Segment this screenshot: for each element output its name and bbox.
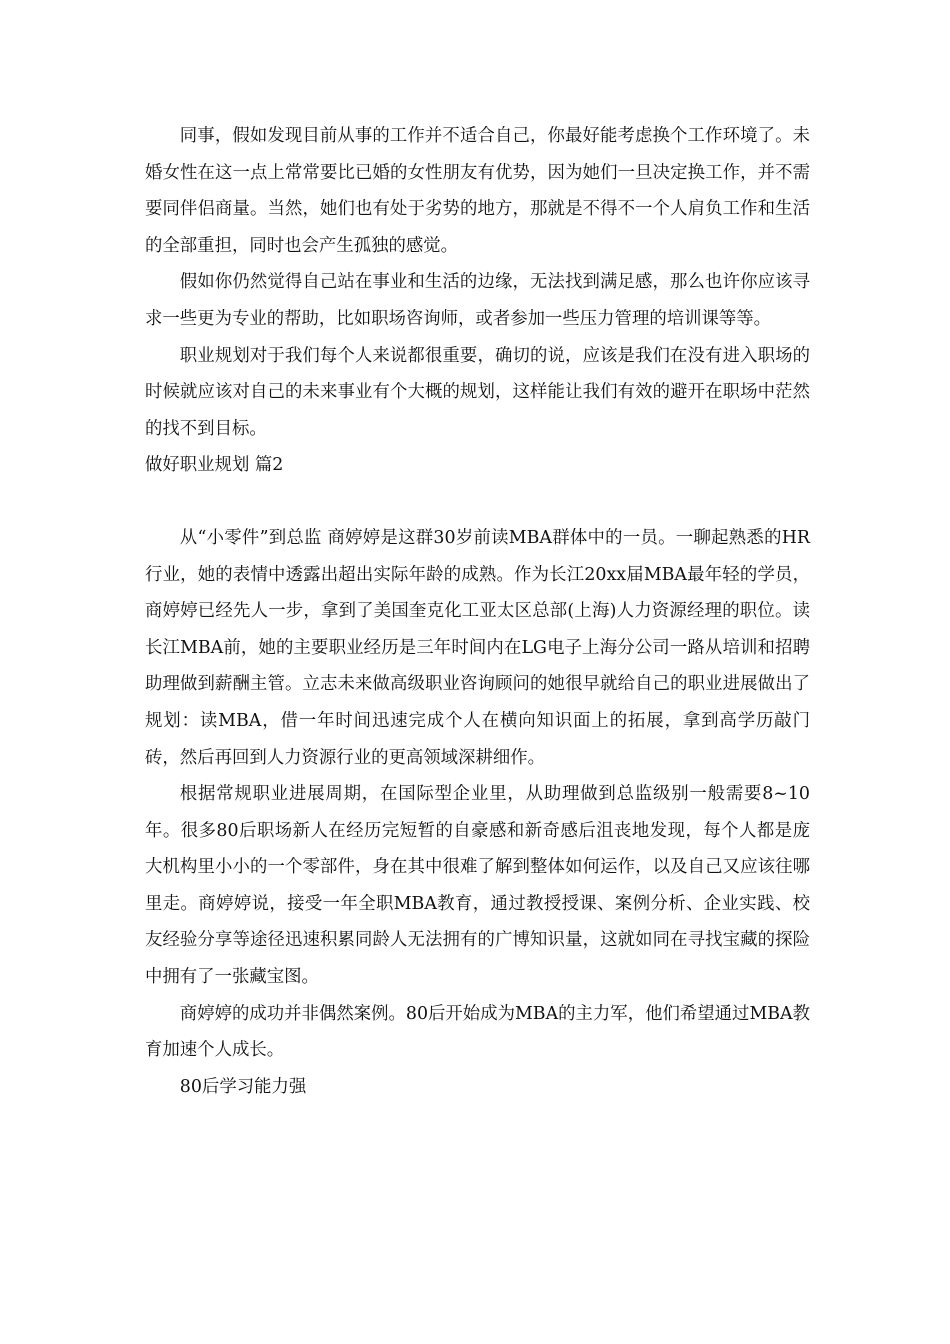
paragraph-not-accidental: 商婷婷的成功并非偶然案例。80后开始成为MBA的主力军，他们希望通过MBA教育加速个人成长。 — [145, 1003, 810, 1061]
paragraph-career-planning-importance: 职业规划对于我们每个人来说都很重要，确切的说，应该是我们在没有进入职场的时候就应该对自己的未来事业有个大概的规划，这样能让我们有效的避开在职场中茫然的找不到目标。 — [145, 345, 810, 439]
document-body — [145, 118, 810, 1105]
paragraph-subheading-learning: 80后学习能力强 — [179, 1076, 307, 1097]
paragraph-shang-tingting: 从“小零件”到总监 商婷婷是这群30岁前读MBA群体中的一员。一聊起熟悉的HR行业，她的表情中透露出超出实际年龄的成熟。作为长江20xx届MBA最年轻的学员，商婷婷已经先人一步，拿到了美国奎克化工亚太区总部(上海)人力资源经理的职位。读长江MBA前，她的主要职业经历是三年时间内在LG电子上海分公司一路从培训和招聘助理做到薪酬主管。立志未来做高级职业咨询顾问的她很早就给自己的职业进展做出了规划：读MBA，借一年时间迅速完成个人在横向知识面上的拓展，拿到高学历敲门砖，然后再回到人力资源行业的更高领域深耕细作。 — [145, 527, 810, 768]
paragraph-seek-help: 假如你仍然觉得自己站在事业和生活的边缘，无法找到满足感，那么也许你应该寻求一些更为专业的帮助，比如职场咨询师，或者参加一些压力管理的培训课等等。 — [145, 272, 810, 329]
blank-line — [145, 484, 810, 520]
paragraph-colleague: 同事，假如发现目前从事的工作并不适合自己，你最好能考虑换个工作环境了。未婚女性在这一点上常常要比已婚的女性朋友有优势，因为她们一旦决定换工作，并不需要同伴侣商量。当然，她们也有处于劣势的地方，那就是不得不一个人肩负工作和生活的全部重担，同时也会产生孤独的感觉。 — [145, 126, 810, 256]
paragraph-career-cycle: 根据常规职业进展周期，在国际型企业里，从助理做到总监级别一般需要8~10年。很多80后职场新人在经历完短暂的自豪感和新奇感后沮丧地发现，每个人都是庞大机构里小小的一个零部件，身在其中很难了解到整体如何运作，以及自己又应该往哪里走。商婷婷说，接受一年全职MBA教育，通过教授授课、案例分析、企业实践、校友经验分享等途径迅速积累同龄人无法拥有的广博知识量，这就如同在寻找宝藏的探险中拥有了一张藏宝图。 — [145, 784, 810, 988]
section-heading: 做好职业规划 篇2 — [145, 455, 284, 476]
